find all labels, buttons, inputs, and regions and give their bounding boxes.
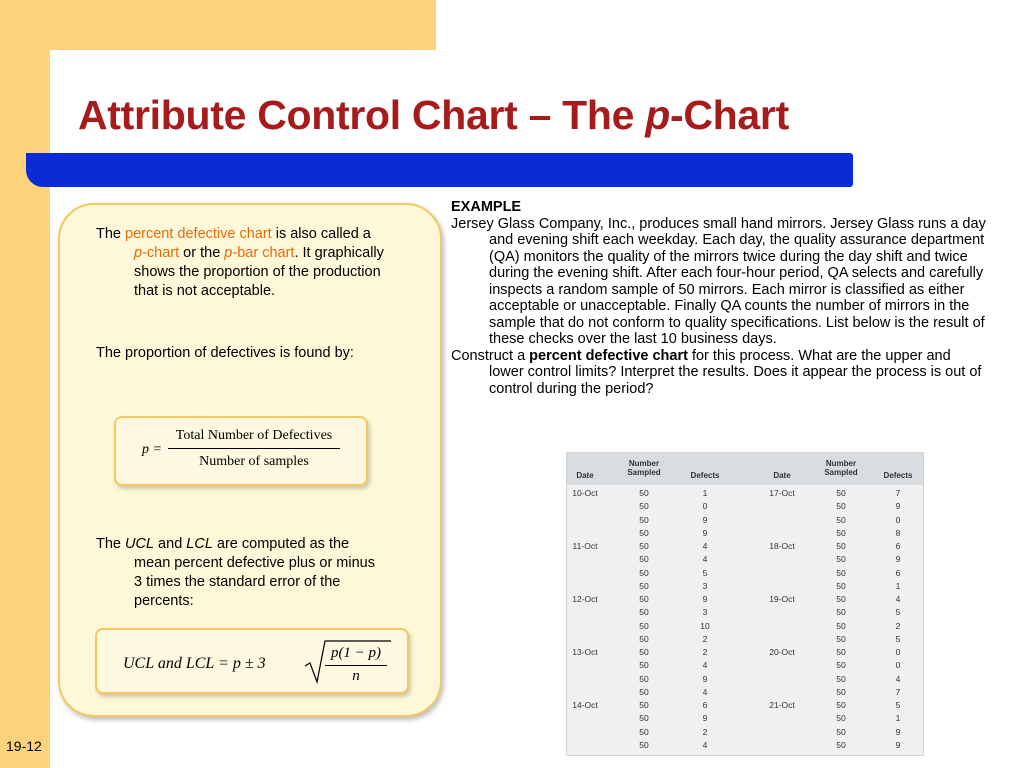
table-cell: 4 [895, 594, 901, 604]
proportion-paragraph: The proportion of defectives is found by: [96, 345, 354, 361]
table-cell: 5 [895, 633, 901, 644]
fraction-bar [168, 448, 340, 449]
table-cell: 50 [639, 514, 649, 525]
table-cell: 20-Oct [769, 647, 795, 657]
table-cell: 2 [702, 726, 708, 737]
table-cell: 18-Oct [769, 541, 795, 551]
limits-paragraph: The UCL and LCL are computed as the mean percent defective plus or minus 3 times the standard error of the percents: [96, 536, 375, 609]
table-cell: 4 [702, 739, 708, 750]
table-cell: 5 [895, 607, 901, 618]
example-heading: EXAMPLE [451, 199, 522, 215]
table-cell: 50 [836, 726, 846, 737]
table-cell: 19-Oct [769, 594, 795, 604]
slide-title: Attribute Control Chart – The p-Chart [78, 92, 789, 138]
table-cell: 50 [836, 567, 846, 578]
table-header-cell: Date [576, 471, 594, 480]
formula-numerator: Total Number of Defectives [175, 428, 333, 443]
table-cell: 4 [702, 660, 708, 671]
table-header-cell: Number Sampled [824, 459, 858, 477]
table-cell: 50 [836, 488, 846, 498]
table-cell: 4 [702, 554, 708, 565]
proportion-formula [114, 416, 368, 486]
table-cell: 2 [702, 647, 708, 657]
table-cell: 50 [836, 713, 846, 724]
table-cell: 50 [639, 501, 649, 512]
table-cell: 50 [639, 488, 649, 498]
table-cell: 1 [702, 488, 708, 498]
table-cell: 50 [639, 567, 649, 578]
table-cell: 9 [702, 514, 708, 525]
table-cell: 50 [639, 594, 649, 604]
table-cell: 4 [702, 541, 708, 551]
left-decor-bar [0, 0, 50, 768]
table-cell: 12-Oct [572, 594, 598, 604]
top-decor-bar [0, 0, 436, 50]
page-number: 19-12 [6, 738, 42, 754]
control-limits-formula [95, 628, 409, 694]
table-cell: 9 [702, 594, 708, 604]
table-header-cell: Date [773, 471, 791, 480]
table-cell: 0 [702, 501, 708, 512]
example-text [451, 199, 987, 397]
table-header-cell: Number Sampled [627, 459, 661, 477]
table-cell: 50 [836, 647, 846, 657]
table-cell: 17-Oct [769, 488, 795, 498]
table-cell: 50 [639, 554, 649, 565]
table-cell: 9 [895, 554, 901, 565]
table-cell: 9 [702, 527, 708, 538]
table-cell: 0 [895, 514, 901, 525]
formula-lhs: p = [142, 442, 162, 457]
table-cell: 50 [639, 633, 649, 644]
table-cell: 50 [836, 554, 846, 565]
table-cell: 50 [836, 514, 846, 525]
table-cell: 50 [836, 660, 846, 671]
table-cell: 9 [895, 726, 901, 737]
table-cell: 50 [639, 673, 649, 684]
example-description: Jersey Glass Company, Inc., produces small hand mirrors. Jersey Glass runs a day and evening shift each weekday. Each day, the quality assurance department (QA) monitors the quality of the mirrors twice during the day shift and twice during the evening shift. After each four-hour period, QA selects and carefully inspects a random sample of 50 mirrors. Each mirror is classified as either acceptable or unacceptable. Finally QA counts the number of mirrors in the sample that do not conform to quality specifications. List below is the result of these checks over the last 10 business days. [451, 215, 986, 347]
table-cell: 50 [639, 527, 649, 538]
table-header-cell: Defects [883, 471, 913, 480]
table-cell: 50 [836, 686, 846, 697]
example-question: Construct a percent defective chart for this process. What are the upper and lower control limits? Interpret the results. Does it appear the process is out of control during the period? [451, 347, 982, 397]
table-cell: 50 [836, 594, 846, 604]
limits-formula-lhs: UCL and LCL = p ± 3 [123, 655, 266, 672]
limits-formula-numerator: p(1 − p) [330, 645, 382, 661]
table-cell: 11-Oct [572, 541, 598, 551]
table-cell: 13-Oct [572, 647, 598, 657]
limits-fraction-bar [325, 665, 387, 666]
table-cell: 50 [836, 739, 846, 750]
table-cell: 1 [895, 713, 901, 724]
table-cell: 5 [895, 700, 901, 710]
table-cell: 50 [639, 686, 649, 697]
title-underline-bar [26, 153, 853, 187]
table-cell: 21-Oct [769, 700, 795, 710]
table-cell: 4 [702, 686, 708, 697]
limits-formula-denominator: n [352, 668, 360, 684]
table-cell: 9 [895, 501, 901, 512]
table-cell: 50 [836, 541, 846, 551]
table-cell: 14-Oct [572, 700, 598, 710]
table-cell: 50 [639, 713, 649, 724]
table-cell: 0 [895, 660, 901, 671]
table-cell: 10-Oct [572, 488, 598, 498]
table-cell: 6 [702, 700, 708, 710]
table-cell: 50 [639, 580, 649, 591]
table-cell: 9 [702, 673, 708, 684]
table-cell: 2 [895, 620, 901, 631]
table-cell: 50 [836, 607, 846, 618]
table-cell: 7 [895, 488, 901, 498]
table-cell: 50 [836, 501, 846, 512]
table-cell: 8 [895, 527, 901, 538]
table-cell: 50 [639, 541, 649, 551]
table-cell: 50 [639, 620, 649, 631]
table-cell: 50 [639, 726, 649, 737]
table-cell: 4 [895, 673, 901, 684]
table-cell: 10 [700, 620, 710, 631]
table-cell: 2 [702, 633, 708, 644]
table-cell: 50 [836, 633, 846, 644]
table-cell: 6 [895, 541, 901, 551]
table-cell: 50 [836, 527, 846, 538]
table-cell: 50 [639, 739, 649, 750]
table-cell: 50 [639, 660, 649, 671]
table-cell: 5 [702, 567, 708, 578]
table-cell: 50 [639, 647, 649, 657]
mirror-inspection-table [566, 452, 924, 756]
table-cell: 9 [702, 713, 708, 724]
table-cell: 50 [836, 620, 846, 631]
table-cell: 3 [702, 607, 708, 618]
table-cell: 50 [639, 700, 649, 710]
table-cell: 0 [895, 647, 901, 657]
table-cell: 7 [895, 686, 901, 697]
table-cell: 50 [836, 700, 846, 710]
table-cell: 1 [895, 580, 901, 591]
table-cell: 50 [836, 580, 846, 591]
definition-paragraph: The percent defective chart is also called a p-chart or the p-bar chart. It graphically shows the proportion of the production that is not acceptable. [96, 226, 384, 299]
table-cell: 6 [895, 567, 901, 578]
table-cell: 50 [836, 673, 846, 684]
table-cell: 3 [702, 580, 708, 591]
table-cell: 50 [639, 607, 649, 618]
table-cell: 9 [895, 739, 901, 750]
formula-denominator: Number of samples [199, 454, 309, 469]
table-header-cell: Defects [690, 471, 720, 480]
